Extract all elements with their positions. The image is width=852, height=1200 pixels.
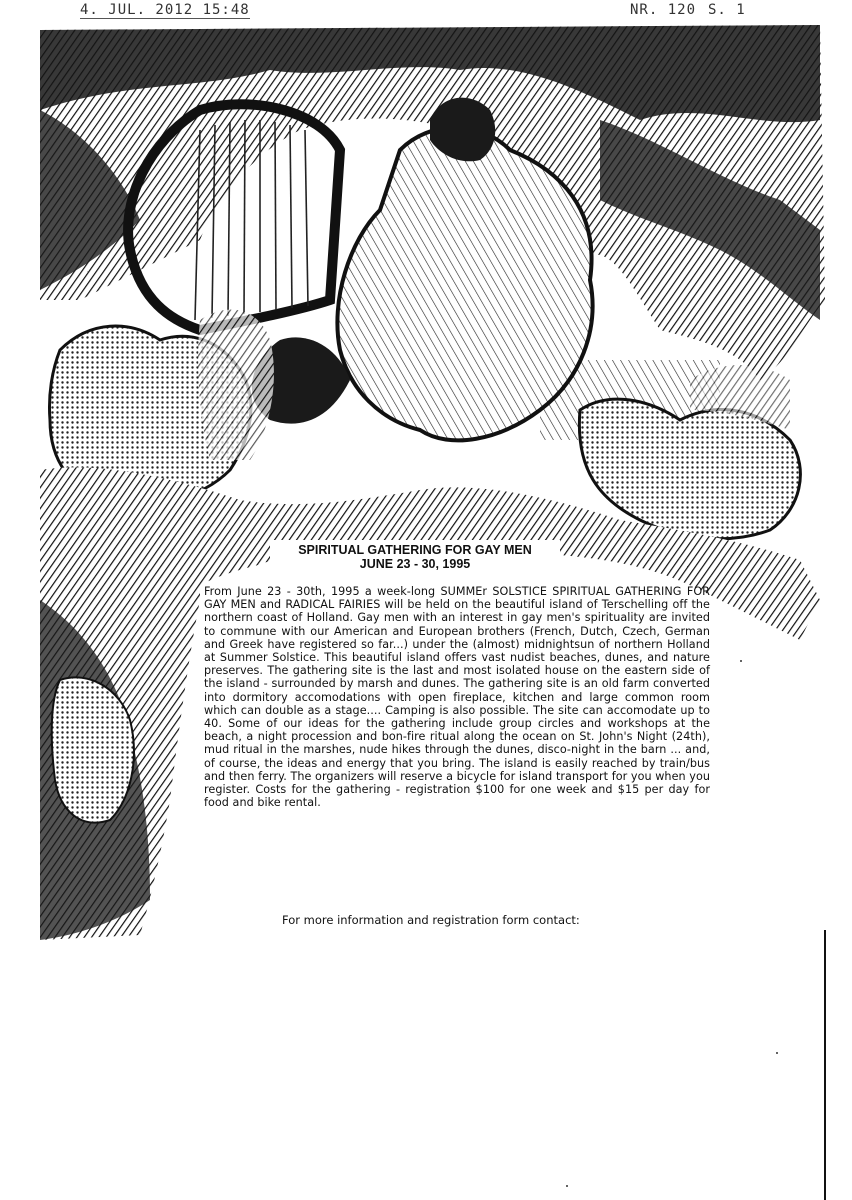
- fax-page-number: S. 1: [708, 2, 746, 18]
- scan-speck: [566, 1185, 568, 1187]
- fax-datetime: 4. JUL. 2012 15:48: [80, 2, 250, 18]
- notice-body: From June 23 - 30th, 1995 a week-long SUMMEr SOLSTICE SPIRITUAL GATHERING FOR GAY MEN and RADICAL FAIRIES will be held on the beautiful island of Terschelling off the northern coast of Holland. Gay men with an interest in gay men's spirituality are invited to commune with our American and European brothers (French, Dutch, Czech, German and Greek have registered so far...) under the (almost) midnightsun of northern Holland at Summer Solstice. This beautiful island offers vast nudist beaches, dunes, and nature preserves. The gathering site is the last and most isolated house on the eastern side of the island - surrounded by marsh and dunes. The gathering site is an old farm converted into dormitory accomodations with open fireplace, kitchen and large common room which can double as a stage.... Camping is also possible. The site can accomodate up to 40. Some of our ideas for the gathering include group circles and workshops at the beach, a night procession and bon-fire ritual along the ocean on St. John's Night (24th), mud ritual in the marshes, nude hikes through the dunes, disco-night in the barn ... and, of course, the ideas and energy that you bring. The island is easily reached by train/bus and then ferry. The organizers will reserve a bicycle for island transport for you when you register. Costs for the gathering - registration $100 for one week and $15 per day for food and bike rental.: [204, 585, 710, 810]
- notice-title: SPIRITUAL GATHERING FOR GAY MEN: [298, 543, 532, 557]
- notice-heading: [280, 543, 550, 571]
- central-figure: [337, 128, 592, 441]
- contact-line: For more information and registration form contact:: [282, 913, 580, 927]
- scan-speck: [740, 660, 742, 662]
- notice-dates: JUNE 23 - 30, 1995: [359, 557, 471, 571]
- fax-number: NR. 120: [630, 2, 697, 18]
- margin-rule: [824, 930, 826, 1200]
- scan-speck: [776, 1052, 778, 1054]
